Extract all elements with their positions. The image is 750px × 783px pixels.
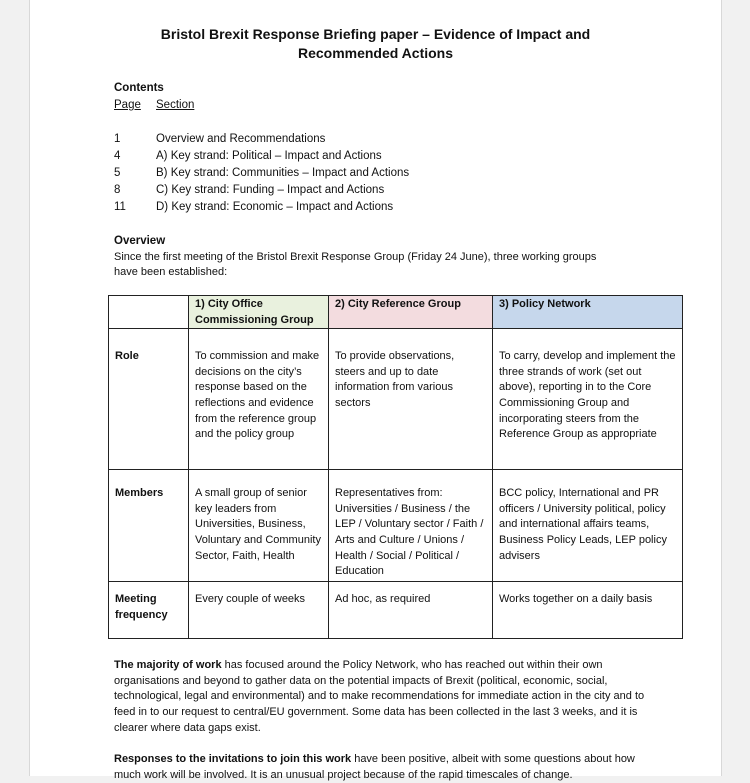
table-cell: To commission and make decisions on the city’s response based on the reflections and evidence from the reference group and the policy group [189, 329, 329, 470]
paragraph-text: have been positive, albeit with some questions about how much work will be involved. It is an unusual project because of the rapid timescales of change. [114, 753, 635, 781]
row-label: Role [109, 329, 189, 470]
row-label: Members [109, 470, 189, 582]
contents-heading: Contents [114, 82, 164, 94]
table-row [109, 329, 683, 470]
row-label: Meeting frequency [109, 582, 189, 639]
paragraph-lead: Responses to the invitations to join this work [114, 753, 352, 765]
table-cell: To carry, develop and implement the three strands of work (set out above), reporting in to the Core Commissioning Group and incorporating steers from the Reference Group as appropriate [493, 329, 683, 470]
title-line-1: Bristol Brexit Response Briefing paper – Evidence of Impact and [160, 26, 591, 42]
table-header-cell: 3) Policy Network [493, 296, 683, 329]
majority-of-work-paragraph [114, 658, 649, 737]
contents-page-number: 4 [114, 150, 121, 162]
paragraph-text: has focused around the Policy Network, who has reached out within their own organisations and beyond to gather data on the potential impacts of Brexit (political, economic, social, technological, legal and environmental) and to make recommendations for immediate action in the city and to feed in to our request to central/EU government. Some data has been collected in the last 3 weeks, and it is clearer where data gaps exist. [114, 659, 645, 734]
table-cell: Representatives from: Universities / Business / the LEP / Voluntary sector / Faith / Arts and Culture / Unions / Health / Social / Political / Education [329, 470, 493, 582]
contents-section-link[interactable]: C) Key strand: Funding – Impact and Actions [156, 184, 385, 196]
table-header-row [109, 296, 683, 329]
document-title [30, 25, 721, 63]
responses-paragraph [114, 752, 649, 783]
contents-section-link[interactable]: D) Key strand: Economic – Impact and Actions [156, 201, 394, 213]
table-cell: Ad hoc, as required [329, 582, 493, 639]
table-row [109, 470, 683, 582]
table-header-cell: 1) City Office Commissioning Group [189, 296, 329, 329]
table-cell: Every couple of weeks [189, 582, 329, 639]
table-header-cell [109, 296, 189, 329]
contents-page-number: 5 [114, 167, 121, 179]
contents-page-number: 1 [114, 133, 121, 145]
table-cell: BCC policy, International and PR officers / University political, policy and international affairs teams, Business Policy Leads, LEP policy advisers [493, 470, 683, 582]
contents-page-number: 8 [114, 184, 121, 196]
contents-page-number: 11 [114, 201, 126, 213]
title-line-2: Recommended Actions [297, 45, 454, 61]
working-groups-table [108, 295, 683, 639]
document-page [29, 0, 722, 781]
overview-text-line-2: have been established: [114, 266, 228, 278]
contents-section-link[interactable]: Overview and Recommendations [156, 133, 326, 145]
overview-text-line-1: Since the first meeting of the Bristol Brexit Response Group (Friday 24 June), three working groups [114, 251, 597, 263]
contents-page-header: Page [114, 99, 141, 111]
table-cell: To provide observations, steers and up to date information from various sectors [329, 329, 493, 470]
table-header-cell: 2) City Reference Group [329, 296, 493, 329]
table-cell: Works together on a daily basis [493, 582, 683, 639]
table-cell: A small group of senior key leaders from Universities, Business, Voluntary and Community Sector, Faith, Health [189, 470, 329, 582]
table-row [109, 582, 683, 639]
paragraph-lead: The majority of work [114, 659, 222, 671]
contents-section-link[interactable]: A) Key strand: Political – Impact and Actions [156, 150, 382, 162]
contents-section-link[interactable]: B) Key strand: Communities – Impact and Actions [156, 167, 410, 179]
overview-heading: Overview [114, 235, 166, 247]
contents-section-header: Section [156, 99, 195, 111]
